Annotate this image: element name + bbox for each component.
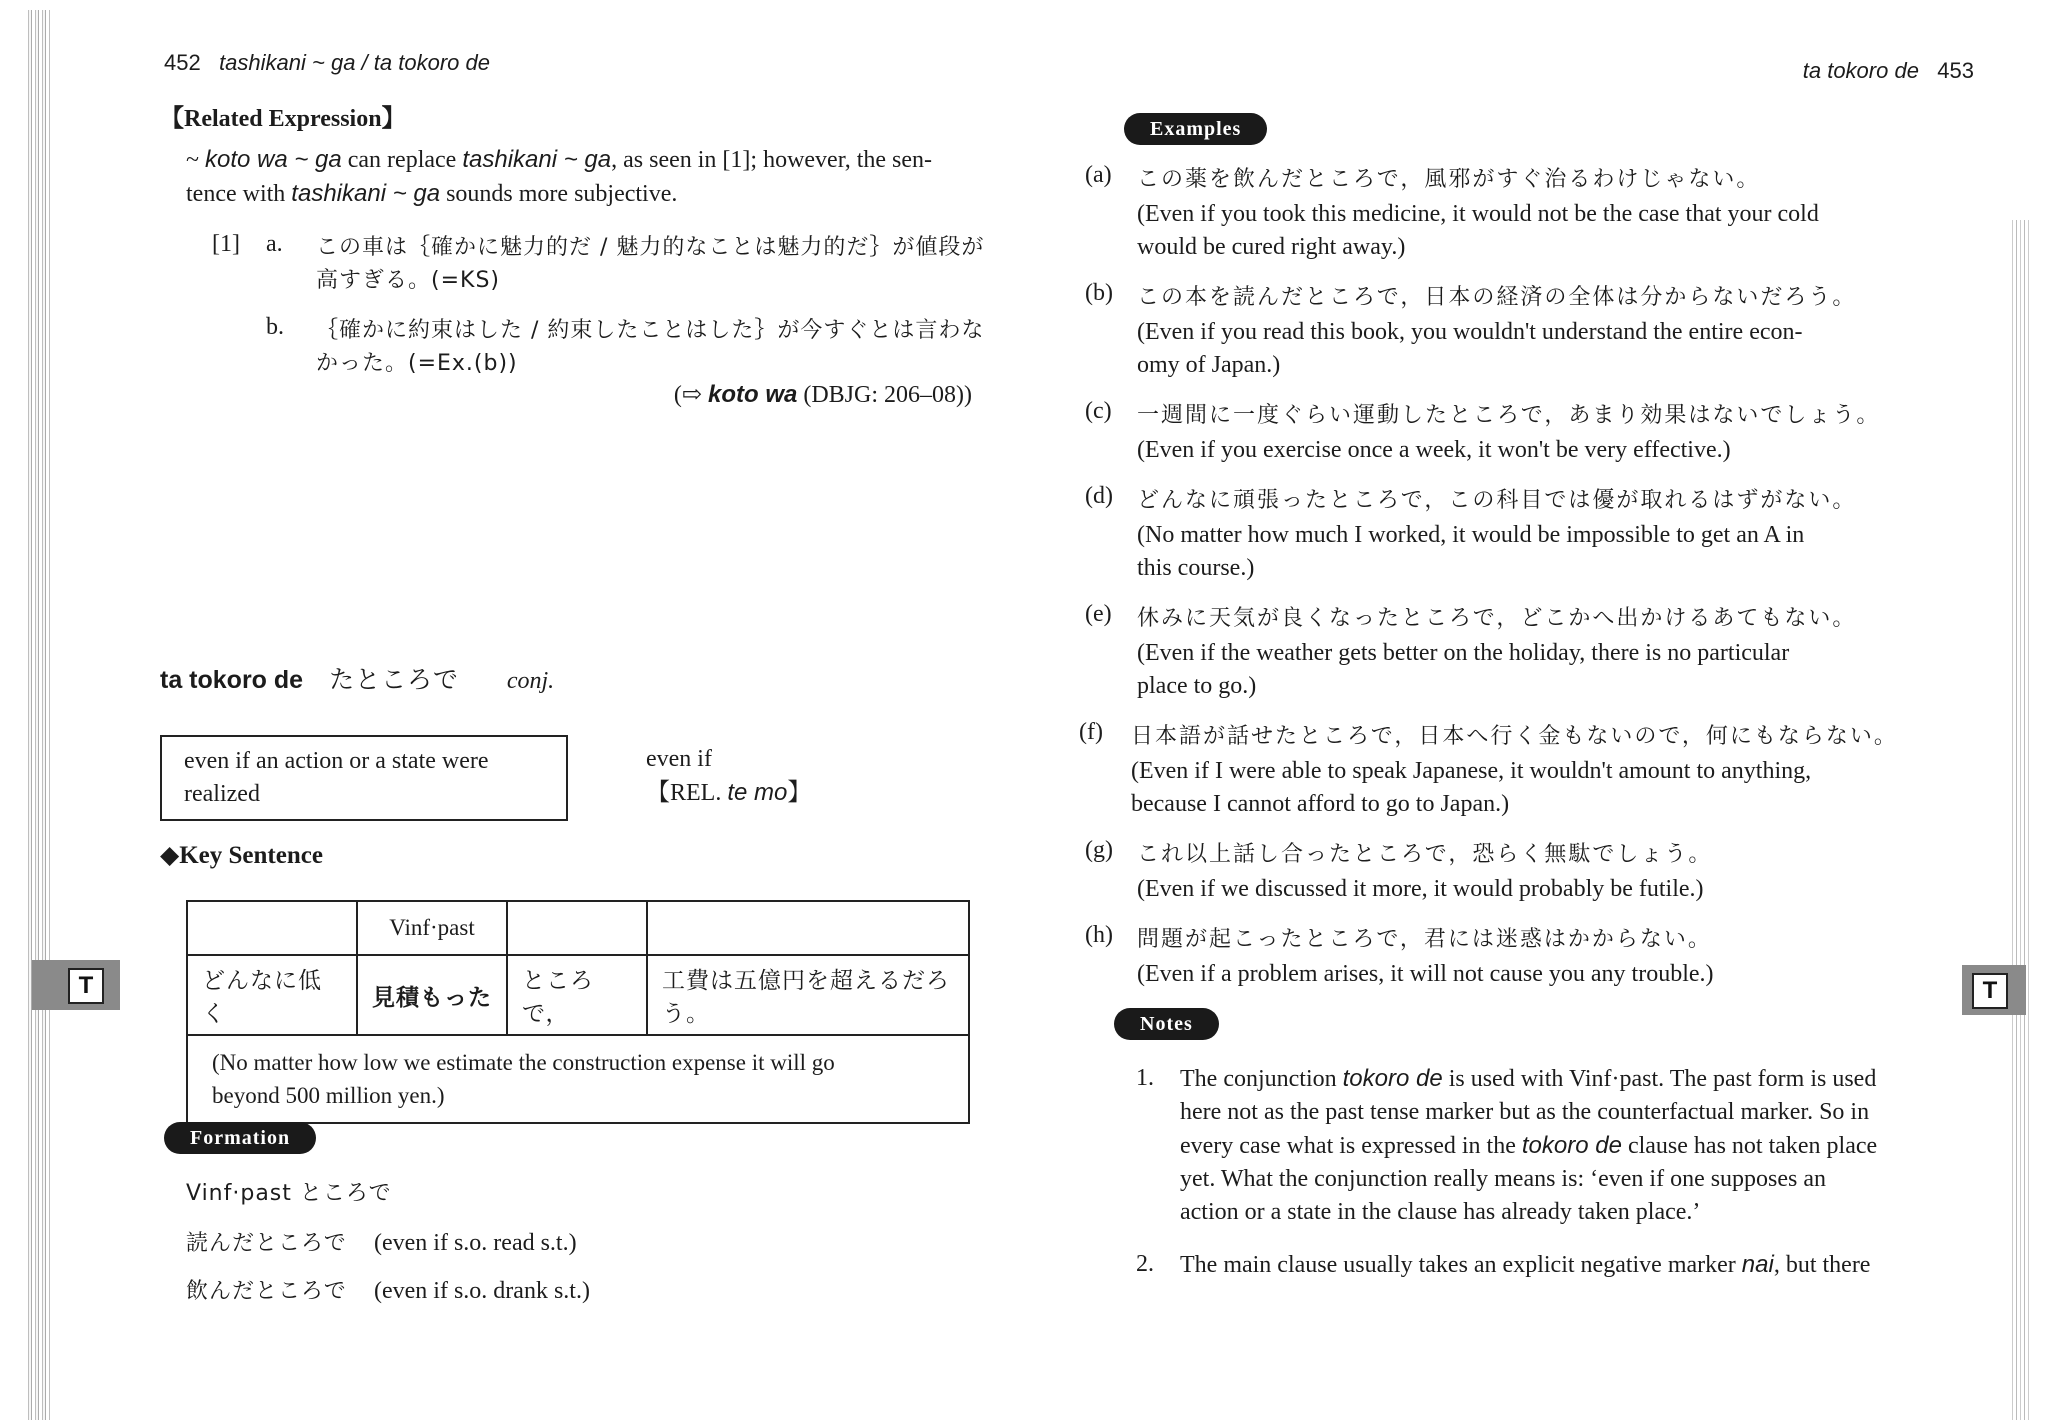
running-head-title: tashikani ~ ga / ta tokoro de [219, 50, 490, 75]
example-f: (f) 日本語が話せたところで，日本へ行く金もないので，何にもならない。 (Even if I were able to speak Japanese, it wouldn't amount to anything, because I cannot afford to go to Japan.) [1079, 719, 1898, 817]
entry-header [160, 660, 554, 696]
ks-translation: (No matter how low we estimate the construction expense it will go beyond 500 million yen.) [187, 1035, 969, 1123]
thumb-index-tab [32, 960, 120, 1010]
example-h: (h) 問題が起こったところで，君には迷惑はかからない。 (Even if a problem arises, it will not cause you any trouble.) [1085, 922, 1714, 987]
ks-cell: 見積もった [357, 955, 507, 1035]
example-1-number: [1] [212, 231, 240, 257]
example-1b-line2: かった。(=Ex.(b)) [316, 351, 518, 376]
example-e: (e) 休みに天気が良くなったところで，どこかへ出かけるあてもない。 (Even if the weather gets better on the holiday, there is no particular place to go.) [1085, 601, 1857, 699]
running-head-title: ta tokoro de [1802, 58, 1919, 83]
entry-kana: たところで [329, 665, 459, 694]
meaning-box: even if an action or a state were realized [160, 735, 568, 821]
page-number: 453 [1937, 58, 1974, 83]
example-1a-line2: 高すぎる。(=KS) [316, 268, 500, 293]
notes-label: Notes [1114, 1008, 1219, 1040]
thumb-index-letter: T [1972, 973, 2008, 1009]
formation-line: 飲んだところで (even if s.o. drank s.t.) [186, 1278, 590, 1304]
entry-title: ta tokoro de [160, 666, 304, 694]
formation-line: Vinf·past ところで [186, 1181, 392, 1206]
page-number: 452 [164, 50, 201, 75]
meaning-side: even if 【REL. te mo】 [646, 746, 812, 806]
running-head [164, 50, 490, 76]
example-a: (a) この薬を飲んだところで，風邪がすぐ治るわけじゃない。 (Even if you took this medicine, it would not be the case that your cold would be cured right away.) [1085, 162, 1819, 260]
ks-cell: どんなに低く [187, 955, 357, 1035]
example-1b-line1: ｛確かに約束はした / 約束したことはした｝が今すぐとは言わな [316, 318, 985, 343]
page-edge-decoration [2012, 220, 2032, 1420]
note-2-text: The main clause usually takes an explicit negative marker nai, but there [1180, 1251, 1871, 1278]
related-expression-paragraph: ~ koto wa ~ ga can replace tashikani ~ ga, as seen in [1]; however, the sen- tence with tashikani ~ ga sounds more subjective. [186, 146, 933, 207]
page-edge-decoration [28, 10, 50, 1420]
note-2-number: 2. [1136, 1251, 1154, 1277]
example-d: (d) どんなに頑張ったところで，この科目では優が取れるはずがない。 (No matter how much I worked, it would be impossible to get an A in this course.) [1085, 483, 1857, 581]
example-1a-line1: この車は｛確かに魅力的だ / 魅力的なことは魅力的だ｝が値段が [316, 235, 985, 260]
example-1a-label: a. [266, 231, 283, 257]
examples-label: Examples [1124, 113, 1267, 145]
example-1b-label: b. [266, 314, 284, 340]
key-sentence-heading: ◆Key Sentence [160, 842, 323, 869]
entry-part-of-speech: conj. [506, 668, 555, 694]
thumb-index-tab [1962, 965, 2026, 1015]
running-head [1803, 58, 1974, 84]
example-b: (b) この本を読んだところで，日本の経済の全体は分からないだろう。 (Even if you read this book, you wouldn't understand the entire econ- omy of Japan.) [1085, 280, 1857, 378]
thumb-index-letter: T [68, 968, 104, 1004]
example-c: (c) 一週間に一度ぐらい運動したところで，あまり効果はないでしょう。 (Even if you exercise once a week, it won't be very effective.) [1085, 398, 1881, 463]
note-1-number: 1. [1136, 1065, 1154, 1091]
key-sentence-table [186, 900, 970, 1124]
cross-reference: (⇨ koto wa (DBJG: 206–08)) [673, 381, 972, 408]
related-expression-heading: 【Related Expression】 [160, 106, 406, 132]
ks-cell: ところで， [507, 955, 647, 1035]
ks-cell: 工費は五億円を超えるだろう。 [647, 955, 969, 1035]
formation-line: 読んだところで (even if s.o. read s.t.) [186, 1230, 577, 1256]
example-g: (g) これ以上話し合ったところで，恐らく無駄でしょう。 (Even if we discussed it more, it would probably be futile.) [1085, 837, 1713, 902]
formation-label: Formation [164, 1122, 316, 1154]
ks-header-vinf-past: Vinf·past [357, 901, 507, 955]
note-1-text: The conjunction tokoro de is used with Vinf·past. The past form is used here not as the past tense marker but as the counterfactual marker. So in every case what is expressed in the tokoro de clause has not taken place yet. What the conjunction really means is: ‘even if one supposes an action or a state in the clause has already taken place.’ [1180, 1065, 1878, 1225]
